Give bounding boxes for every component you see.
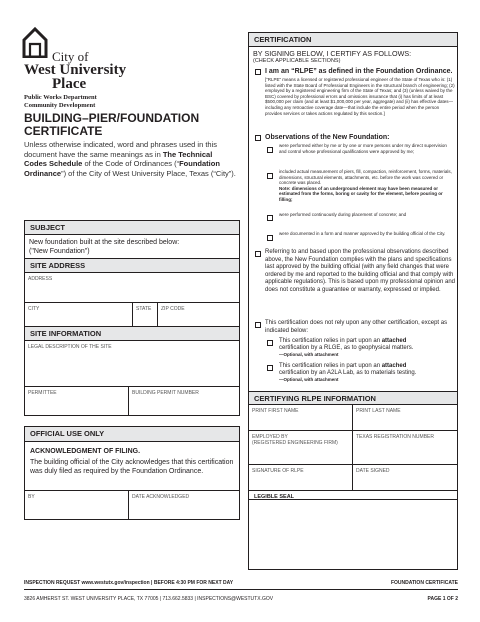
city-field[interactable]: CITY <box>25 303 133 326</box>
address-field[interactable]: ADDRESS <box>25 273 239 303</box>
site-address-header: SITE ADDRESS <box>25 259 239 273</box>
obs-documented-checkbox[interactable] <box>267 235 273 241</box>
certification-subtitle: (CHECK APPLICABLE SECTIONS) <box>253 58 341 64</box>
date-signed-field[interactable]: DATE SIGNED <box>356 468 390 474</box>
permit-number-field[interactable]: BUILDING PERMIT NUMBER <box>132 390 199 396</box>
employed-by-field[interactable]: EMPLOYED BY (REGISTERED ENGINEERING FIRM) <box>249 431 353 464</box>
footer-bottom-line <box>24 596 458 602</box>
obs-documented-text: were documented in a form and manner approved by the building official of the City. <box>279 231 446 236</box>
rlge-reliance-text: This certification relies in part upon an attached certification by a RLGE, as to geophysical matters. —Optional, with attachment <box>279 338 414 358</box>
compliance-checkbox[interactable] <box>255 251 261 257</box>
a2la-reliance-text: This certification relies in part upon an attached certification by an A2LA Lab, as to materials testing. —Optional, with attachment <box>279 363 417 383</box>
intro-paragraph: Unless otherwise indicated, word and phrases used in this document have the same meanings as in The Technical Codes Schedule of the Code of Ordinances (“Foundation Ordinance”) of the City of West University Place, Texas (“City”). <box>24 140 236 178</box>
registration-number-field[interactable]: TEXAS REGISTRATION NUMBER <box>356 434 434 440</box>
logo-line-2: West University <box>24 62 127 78</box>
rlge-reliance-checkbox[interactable] <box>267 340 273 346</box>
rlpe-title: I am an “RLPE” as defined in the Foundation Ordinance. <box>265 68 453 75</box>
certifying-rlpe-header: CERTIFYING RLPE INFORMATION <box>249 391 457 405</box>
certification-box <box>248 32 458 500</box>
contact-address: 3826 AMHERST ST. WEST UNIVERSITY PLACE, TX 77005 | 713.662.5833 | INSPECTIONS@WESTUTX.GOV <box>24 596 274 602</box>
compliance-text: Referring to and based upon the professional observations described above, the New Foundation complies with the plans and specifications last approved by the building official (with any field changes that were ordered by me and reported to the building official and that comply with applicable regulations). This is based upon my professional opinion and does not constitute a guarantee or warranty, expressed or implied. <box>265 249 456 293</box>
acknowledgment-title: ACKNOWLEDGMENT OF FILING. <box>30 448 141 455</box>
acknowledgment-text: The building official of the City acknowledges that this certification was duly filed as required by the Foundation Ordinance. <box>30 459 234 475</box>
last-name-field[interactable]: PRINT LAST NAME <box>356 408 401 414</box>
official-use-header: OFFICIAL USE ONLY <box>25 427 239 442</box>
by-field[interactable]: BY <box>25 491 129 520</box>
first-name-field[interactable]: PRINT FIRST NAME <box>249 405 353 430</box>
subject-header: SUBJECT <box>25 221 239 235</box>
department-name: Public Works Department Community Development <box>24 94 97 109</box>
subject-site-box <box>24 220 240 416</box>
document-title: BUILDING–PIER/FOUNDATION CERTIFICATE <box>24 111 200 138</box>
obs-measurement-checkbox[interactable] <box>267 173 273 179</box>
certification-intro: BY SIGNING BELOW, I CERTIFY AS FOLLOWS: <box>253 49 412 58</box>
obs-supervision-checkbox[interactable] <box>267 147 273 153</box>
site-information-header: SITE INFORMATION <box>25 327 239 341</box>
legible-seal-label: LEGIBLE SEAL <box>254 494 295 500</box>
logo-line-3: Place <box>52 76 87 92</box>
obs-continuous-text: were performed continuously during placement of concrete; and <box>279 212 407 217</box>
rlpe-checkbox[interactable] <box>255 69 261 75</box>
logo-line-1: City of <box>52 49 89 64</box>
no-reliance-text: This certification does not rely upon any other certification, except as indicated below: <box>265 320 448 334</box>
state-field[interactable]: STATE <box>133 303 158 326</box>
obs-measurement-text: included actual measurement of piers, fill, compaction, reinforcement, forms, materials, dimensions, structural elements, attachments, etc. before the work was covered or concrete was placed. Note: dimensions of an underground element may have been measured or estimated from the forms, boring or cavity for the element, before pouring or filling; <box>279 169 452 202</box>
inspection-request-text: INSPECTION REQUEST www.westutx.gov/inspection | BEFORE 4:30 PM FOR NEXT DAY <box>24 580 234 586</box>
legal-description-field[interactable]: LEGAL DESCRIPTION OF THE SITE <box>25 341 239 387</box>
permittee-field[interactable]: PERMITTEE <box>25 387 129 415</box>
form-name: FOUNDATION CERTIFICATE <box>390 580 458 586</box>
a2la-reliance-checkbox[interactable] <box>267 365 273 371</box>
no-reliance-checkbox[interactable] <box>255 322 261 328</box>
subject-field[interactable]: New foundation built at the site described below: ("New Foundation") <box>25 235 239 259</box>
city-logo-icon <box>22 26 48 58</box>
page-number: PAGE 1 OF 2 <box>427 596 458 602</box>
certification-header: CERTIFICATION <box>249 33 457 47</box>
zip-code-field[interactable]: ZIP CODE <box>161 306 185 312</box>
date-acknowledged-field[interactable]: DATE ACKNOWLEDGED <box>132 494 190 500</box>
official-use-box <box>24 426 240 520</box>
observations-title: Observations of the New Foundation: <box>265 134 390 141</box>
obs-continuous-checkbox[interactable] <box>267 215 273 221</box>
rlpe-definition: [“RLPE” means a licensed or registered professional engineer of the State of Texas who is: (1) listed with the State Board of Professional Engineers in the structural branch of engineering; (2) employed by a registered engineering firm of the State of Texas; and (3) (unless waived by the BSC) covered by professional errors and omissions insurance that (i) has limits of at least $500,000 per claim (and at least $1,000,000 per year, aggregate) and (ii) has effective dates—including any retroactive coverage date—that include the entire period when the person provides services or takes actions regulated by this section.] <box>265 77 455 116</box>
footer-divider <box>24 589 458 590</box>
obs-supervision-text: were performed either by me or by one or more persons under my direct supervision and control whose professional qualifications were approved by me; <box>279 143 447 154</box>
signature-field[interactable]: SIGNATURE OF RLPE <box>249 465 353 490</box>
legible-seal-box[interactable] <box>248 490 458 570</box>
footer-top-line <box>24 580 458 586</box>
observations-checkbox[interactable] <box>255 135 261 141</box>
